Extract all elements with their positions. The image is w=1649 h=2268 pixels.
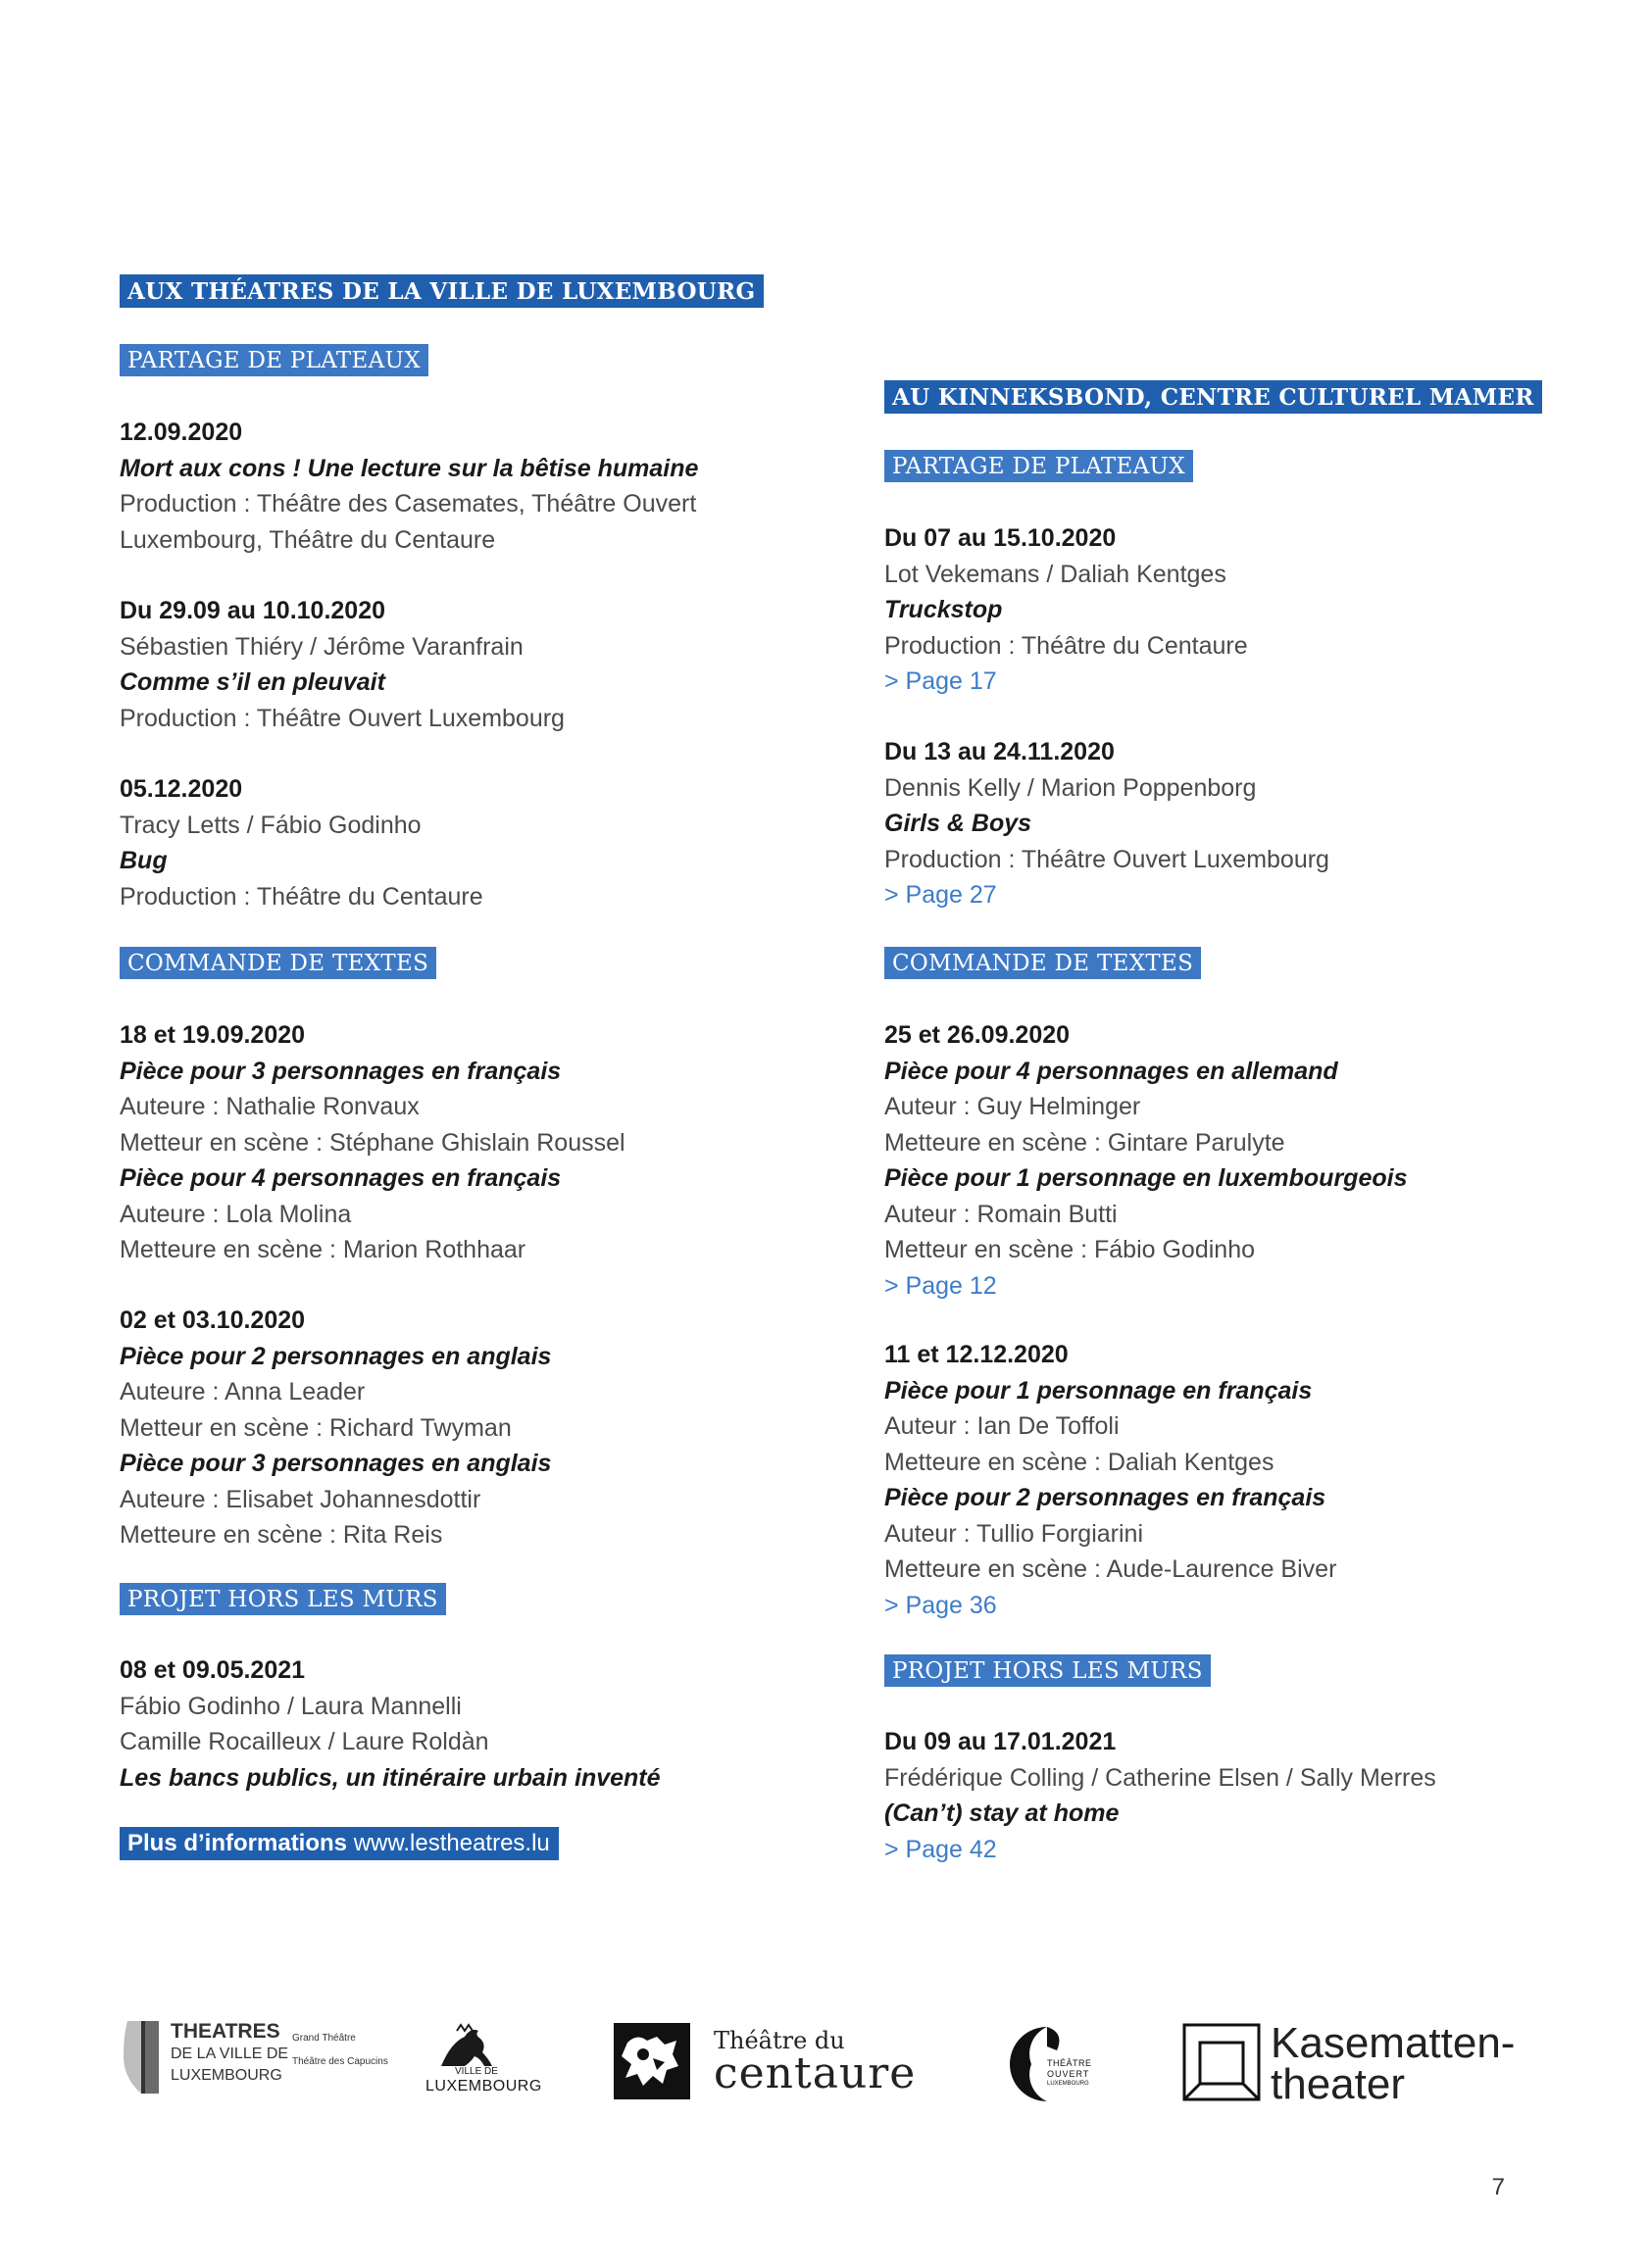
right-entry-2 [884, 734, 1590, 913]
entry-line: Auteure : Anna Leader [120, 1378, 366, 1405]
right-entry-3 [884, 1017, 1590, 1304]
entry-line: Camille Rocailleux / Laure Roldàn [120, 1728, 489, 1755]
more-info-label: Plus d’informations [127, 1830, 348, 1856]
entry-line: Production : Théâtre du Centaure [120, 882, 483, 911]
tol-line3: LUXEMBOURG [1047, 2081, 1089, 2087]
entry-date: Du 07 au 15.10.2020 [884, 524, 1117, 552]
entry-line: Pièce pour 2 personnages en français [884, 1484, 1326, 1511]
right-venue-header: AU KINNEKSBOND, CENTRE CULTUREL MAMER [884, 380, 1542, 414]
entry-line: Frédérique Colling / Catherine Elsen / Sally Merres [884, 1763, 1436, 1792]
entry-line: Fábio Godinho / Laura Mannelli [120, 1692, 462, 1720]
entry-line: Production : Théâtre Ouvert Luxembourg [120, 704, 565, 732]
entry-line: Pièce pour 2 personnages en anglais [120, 1342, 552, 1370]
theatres-line1: THEATRES [171, 2020, 280, 2043]
left-entry-6 [120, 1652, 825, 1796]
logo-centaure [614, 2023, 937, 2101]
left-entry-4 [120, 1017, 825, 1268]
entry-line: Pièce pour 3 personnages en français [120, 1057, 562, 1085]
entry-line: Dennis Kelly / Marion Poppenborg [884, 773, 1257, 802]
theatres-line3: LUXEMBOURG [171, 2067, 282, 2084]
left-section-label-commande: COMMANDE DE TEXTES [120, 947, 436, 979]
theatres-emblem-icon [120, 2019, 163, 2095]
partner-logos [0, 1999, 1649, 2137]
right-entry-4 [884, 1337, 1590, 1623]
entry-line: Lot Vekemans / Daliah Kentges [884, 560, 1226, 588]
entry-date: 08 et 09.05.2021 [120, 1656, 306, 1684]
entry-line: Production : Théâtre Ouvert Luxembourg [884, 845, 1329, 873]
ville-line2: LUXEMBOURG [425, 2078, 542, 2095]
entry-line: (Can’t) stay at home [884, 1800, 1120, 1827]
entry-line: Tracy Letts / Fábio Godinho [120, 811, 422, 839]
theatres-venue1: Grand Théâtre [292, 2033, 356, 2044]
entry-line: Sébastien Thiéry / Jérôme Varanfrain [120, 632, 524, 661]
entry-line: Pièce pour 4 personnages en français [120, 1164, 562, 1192]
entry-line: Metteur en scène : Fábio Godinho [884, 1236, 1256, 1263]
entry-line: Metteure en scène : Gintare Parulyte [884, 1128, 1285, 1157]
left-section-label-partage: PARTAGE DE PLATEAUX [120, 344, 428, 376]
tol-line1: THÉÂTRE [1047, 2058, 1092, 2068]
left-entry-5 [120, 1303, 825, 1553]
right-section-label-commande: COMMANDE DE TEXTES [884, 947, 1201, 979]
page-link[interactable]: > Page 17 [884, 667, 997, 695]
kasematten-line1: Kasematten- [1271, 2019, 1516, 2067]
entry-line: Auteure : Nathalie Ronvaux [120, 1093, 420, 1120]
entry-line: Auteure : Lola Molina [120, 1200, 352, 1228]
entry-line: Metteure en scène : Rita Reis [120, 1521, 443, 1549]
entry-line: Pièce pour 4 personnages en allemand [884, 1057, 1338, 1085]
left-venue-header: AUX THÉATRES DE LA VILLE DE LUXEMBOURG [120, 274, 764, 308]
tol-line2: OUVERT [1047, 2069, 1090, 2079]
kasematten-line2: theater [1271, 2060, 1405, 2108]
entry-date: Du 29.09 au 10.10.2020 [120, 597, 386, 624]
entry-date: 05.12.2020 [120, 775, 243, 803]
entry-date: 11 et 12.12.2020 [884, 1341, 1069, 1368]
left-entry-3 [120, 771, 825, 914]
entry-line: Metteur en scène : Richard Twyman [120, 1413, 512, 1442]
left-section-label-projet: PROJET HORS LES MURS [120, 1583, 446, 1615]
page-number: 7 [1491, 2174, 1505, 2200]
entry-line: Mort aux cons ! Une lecture sur la bêtise humaine [120, 454, 699, 482]
right-entry-5 [884, 1724, 1590, 1867]
ville-line1: VILLE DE [455, 2066, 498, 2077]
entry-line: Truckstop [884, 596, 1003, 623]
entry-date: 12.09.2020 [120, 419, 243, 446]
entry-line: Girls & Boys [884, 810, 1032, 837]
page-link[interactable]: > Page 12 [884, 1271, 997, 1300]
left-entry-2 [120, 593, 825, 736]
centaure-line2: centaure [714, 2048, 917, 2098]
entry-line: Comme s’il en pleuvait [120, 668, 385, 696]
entry-line: Pièce pour 1 personnage en français [884, 1376, 1313, 1405]
entry-line: Auteur : Romain Butti [884, 1200, 1118, 1228]
entry-line: Auteur : Guy Helminger [884, 1093, 1141, 1120]
page-link[interactable]: > Page 36 [884, 1591, 997, 1619]
entry-date: Du 13 au 24.11.2020 [884, 738, 1115, 765]
entry-line: Metteure en scène : Daliah Kentges [884, 1448, 1274, 1476]
more-info-link[interactable]: www.lestheatres.lu [353, 1830, 550, 1856]
page-link[interactable]: > Page 42 [884, 1835, 997, 1863]
entry-line: Auteur : Tullio Forgiarini [884, 1519, 1144, 1548]
entry-date: Du 09 au 17.01.2021 [884, 1728, 1117, 1755]
entry-line: Metteure en scène : Marion Rothhaar [120, 1236, 526, 1263]
entry-line: Pièce pour 3 personnages en anglais [120, 1450, 552, 1477]
logo-kasematten [1182, 2019, 1545, 2108]
lion-icon [431, 2023, 500, 2072]
theatres-venue2: Théâtre des Capucins [292, 2056, 388, 2067]
entry-line: Luxembourg, Théâtre du Centaure [120, 525, 496, 554]
entry-line: Metteure en scène : Aude-Laurence Biver [884, 1555, 1337, 1583]
entry-line: Production : Théâtre du Centaure [884, 631, 1248, 660]
entry-date: 25 et 26.09.2020 [884, 1021, 1071, 1049]
entry-line: Pièce pour 1 personnage en luxembourgeois [884, 1164, 1408, 1192]
logo-theatre-ouvert [1008, 2025, 1096, 2103]
right-section-label-projet: PROJET HORS LES MURS [884, 1654, 1211, 1687]
entry-line: Auteure : Elisabet Johannesdottir [120, 1485, 481, 1513]
theatres-line2: DE LA VILLE DE [171, 2046, 289, 2062]
entry-line: Auteur : Ian De Toffoli [884, 1412, 1120, 1440]
entry-line: Bug [120, 847, 168, 874]
entry-line: Les bancs publics, un itinéraire urbain inventé [120, 1763, 661, 1792]
logo-ville-luxembourg [416, 2023, 543, 2101]
entry-line: Production : Théâtre des Casemates, Théâtre Ouvert [120, 490, 697, 518]
kasematten-emblem-icon [1182, 2023, 1261, 2101]
entry-date: 18 et 19.09.2020 [120, 1021, 306, 1049]
page-link[interactable]: > Page 27 [884, 881, 997, 909]
centaure-emblem-icon [614, 2023, 690, 2099]
right-section-label-partage: PARTAGE DE PLATEAUX [884, 450, 1193, 482]
logo-theatres-ville [120, 2019, 404, 2097]
right-entry-1 [884, 520, 1590, 700]
entry-line: Metteur en scène : Stéphane Ghislain Roussel [120, 1128, 625, 1157]
centaure-line1: Théâtre du [714, 2027, 845, 2054]
entry-date: 02 et 03.10.2020 [120, 1307, 306, 1334]
left-entry-1 [120, 415, 825, 558]
more-info-banner [120, 1827, 559, 1860]
